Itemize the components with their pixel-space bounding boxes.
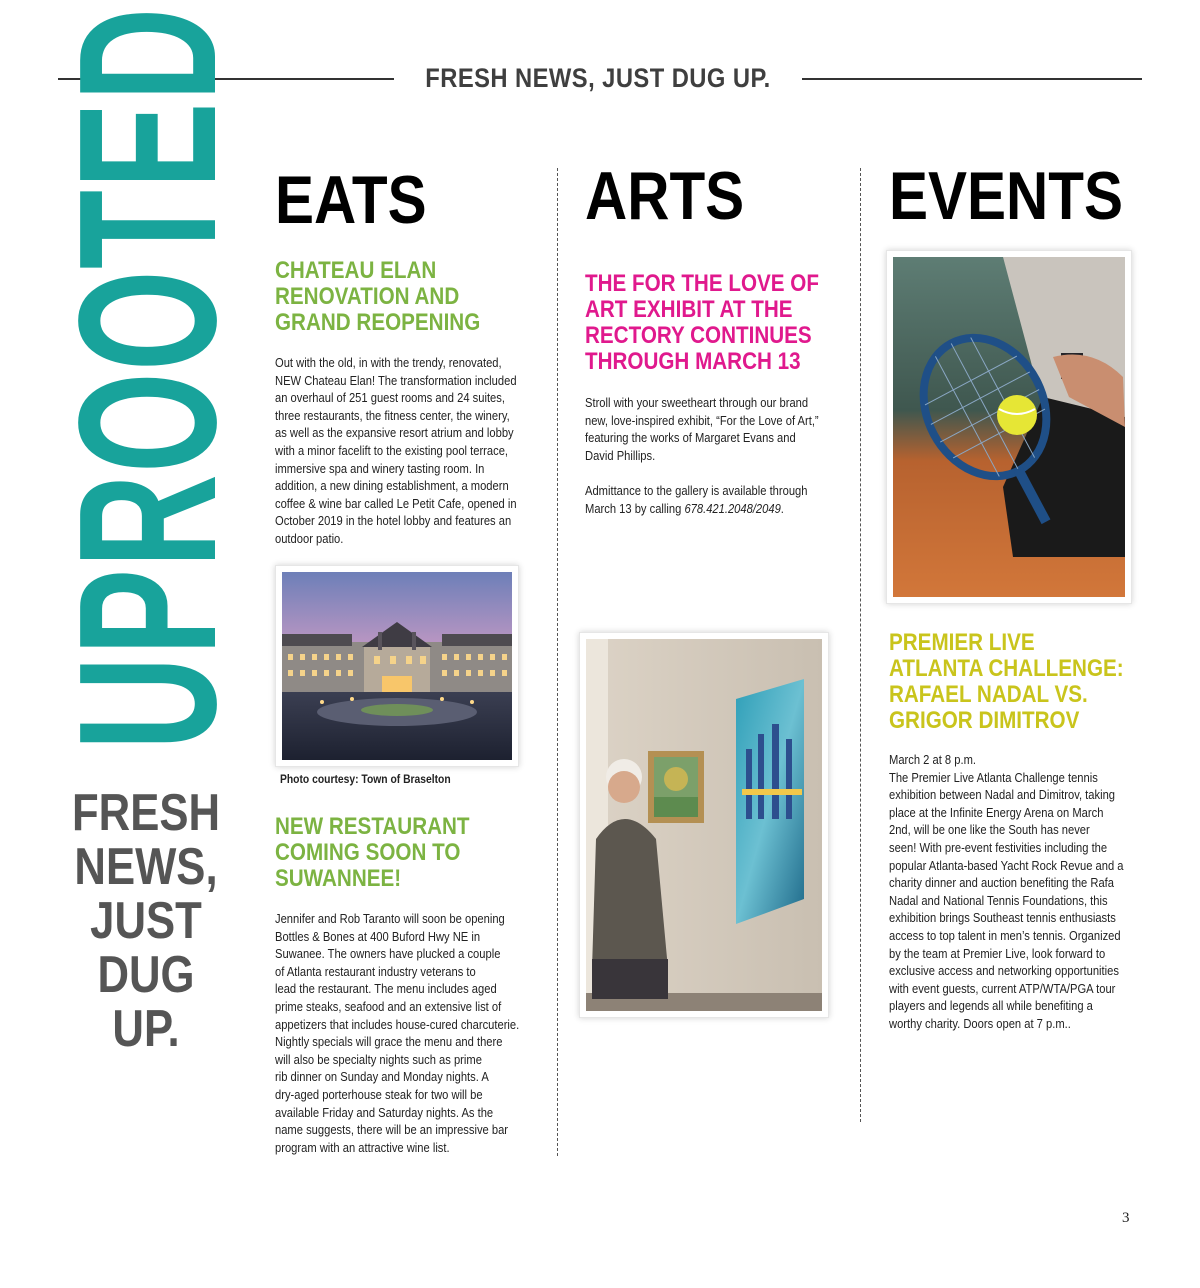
body-line: new, love-inspired exhibit, “For the Love of Art,” — [585, 412, 819, 428]
sidebar-tagline — [46, 786, 246, 1056]
tennis-photo — [886, 250, 1132, 604]
events-headline — [889, 630, 1162, 734]
arts-section — [585, 156, 770, 236]
body-line: players and legends all while benefiting a — [889, 998, 1093, 1014]
body-line: rib dinner on Sunday and Monday nights. A — [275, 1069, 489, 1085]
headline-line: PREMIER LIVE — [889, 629, 1035, 656]
headline-line: THROUGH MARCH 13 — [585, 348, 801, 375]
body-line: available Friday and Saturday nights. As the — [275, 1104, 494, 1120]
body-line: immersive spa and winery tasting room. In — [275, 460, 485, 476]
text-span: . — [780, 500, 784, 516]
body-line: worthy charity. Doors open at 7 p.m.. — [889, 1015, 1071, 1031]
body-line: will also be specialty nights such as prime — [275, 1051, 482, 1067]
headline-line: SUWANNEE! — [275, 865, 402, 892]
body-line: lead the restaurant. The menu includes aged — [275, 981, 497, 997]
body-line: an overhaul of 251 guest rooms and 24 suites, — [275, 390, 505, 406]
headline-line: THE FOR THE LOVE OF — [585, 270, 819, 297]
headline-line: NEW RESTAURANT — [275, 813, 470, 840]
column-divider — [860, 168, 861, 1122]
tagline-line: DUG UP. — [97, 946, 195, 1058]
events-body — [889, 751, 1189, 1033]
body-line: 2nd, will be one like the South has never — [889, 822, 1090, 838]
eats-title: EATS — [275, 162, 427, 238]
body-line: Nightly specials will grace the menu and there — [275, 1034, 503, 1050]
headline-line: RECTORY CONTINUES — [585, 322, 812, 349]
events-section — [889, 156, 1161, 236]
body-line: Out with the old, in with the trendy, renovated, — [275, 355, 502, 370]
eats-section — [275, 160, 451, 240]
events-title: EVENTS — [889, 158, 1123, 234]
hotel-image — [282, 572, 512, 760]
tagline-line: FRESH — [71, 784, 221, 842]
body-line: place at the Infinite Energy Arena on March — [889, 804, 1104, 820]
body-line: seen! With pre-event festivities including the — [889, 839, 1108, 855]
eats-story2-headline — [275, 814, 501, 892]
body-line: The Premier Live Atlanta Challenge tennis — [889, 769, 1098, 785]
body-line: charity dinner and auction benefiting the Rafa — [889, 875, 1114, 891]
body-line: dry-aged porterhouse steak for two will be — [275, 1086, 483, 1102]
photo-caption: Photo courtesy: Town of Braselton — [280, 772, 451, 786]
body-line: program with an attractive wine list. — [275, 1139, 450, 1155]
chateau-elan-photo — [275, 565, 519, 767]
body-line: Suwanee. The owners have plucked a couple — [275, 946, 501, 962]
body-line: March 2 at 8 p.m. — [889, 752, 976, 767]
eats-story1-body — [275, 354, 575, 548]
arts-headline — [585, 271, 857, 375]
headline-line: GRAND REOPENING — [275, 309, 481, 336]
arts-body — [585, 394, 885, 517]
body-line: Admittance to the gallery is available through — [585, 482, 808, 498]
body-line: prime steaks, seafood and an extensive list of — [275, 998, 502, 1014]
body-line: addition, a new dining establishment, a modern — [275, 478, 509, 494]
body-line: with event guests, current ATP/WTA/PGA tour — [889, 980, 1116, 996]
eats-story2-body — [275, 910, 575, 1156]
tagline-line: JUST — [90, 892, 202, 950]
body-line: popular Atlanta-based Yacht Rock Revue and a — [889, 857, 1124, 873]
eats-story1-headline — [275, 258, 514, 336]
body-line: exhibition brings Southeast tennis enthusiasts — [889, 910, 1116, 926]
body-line: coffee & wine bar called Le Petit Cafe, opened in — [275, 495, 517, 511]
headline-line: ATLANTA CHALLENGE: — [889, 655, 1124, 682]
body-line: October 2019 in the hotel lobby and features an — [275, 513, 512, 529]
body-line: access to top talent in men’s tennis. Organized — [889, 927, 1121, 943]
header-rule-right — [802, 78, 1142, 80]
body-line: by the team at Premier Live, look forward to — [889, 945, 1106, 961]
page-header-title: FRESH NEWS, JUST DUG UP. — [425, 63, 771, 93]
page-number: 3 — [1122, 1210, 1130, 1226]
text-span: March 13 by calling — [585, 500, 685, 516]
tennis-image — [893, 257, 1125, 597]
body-line: David Phillips. — [585, 447, 656, 463]
headline-line: ART EXHIBIT AT THE — [585, 296, 793, 323]
body-line — [585, 500, 843, 518]
body-line: of Atlanta restaurant industry veterans to — [275, 963, 476, 979]
uprooted-vertical-title: UPROOTED — [38, 6, 257, 750]
gallery-phone-number: 678.421.2048/2049 — [684, 500, 781, 516]
body-line: Bottles & Bones at 400 Buford Hwy NE in — [275, 928, 481, 944]
headline-line: GRIGOR DIMITROV — [889, 707, 1080, 734]
body-line: Stroll with your sweetheart through our brand — [585, 395, 809, 410]
body-line: featuring the works of Margaret Evans and — [585, 430, 796, 446]
body-line: as well as the expansive resort atrium and lobby — [275, 425, 514, 441]
body-line: exclusive access and networking opportunities — [889, 963, 1119, 979]
gallery-image — [586, 639, 822, 1011]
headline-line: COMING SOON TO — [275, 839, 461, 866]
body-line: NEW Chateau Elan! The transformation included — [275, 372, 517, 388]
body-line: name suggests, there will be an impressive bar — [275, 1122, 509, 1138]
body-line: outdoor patio. — [275, 530, 344, 546]
body-line: appetizers that includes house-cured charcuterie. — [275, 1016, 520, 1032]
arts-title: ARTS — [585, 158, 745, 234]
body-line: three restaurants, the fitness center, the winery, — [275, 407, 510, 423]
headline-line: RENOVATION AND — [275, 283, 460, 310]
headline-line: RAFAEL NADAL VS. — [889, 681, 1088, 708]
tagline-line: NEWS, — [74, 838, 218, 896]
body-line: exhibition between Nadal and Dimitrov, taking — [889, 787, 1116, 803]
body-line: Jennifer and Rob Taranto will soon be opening — [275, 911, 505, 926]
body-line: Nadal and National Tennis Foundations, this — [889, 892, 1108, 908]
headline-line: CHATEAU ELAN — [275, 257, 437, 284]
body-line: with a minor facelift to the existing pool terrace, — [275, 442, 509, 458]
gallery-photo — [579, 632, 829, 1018]
